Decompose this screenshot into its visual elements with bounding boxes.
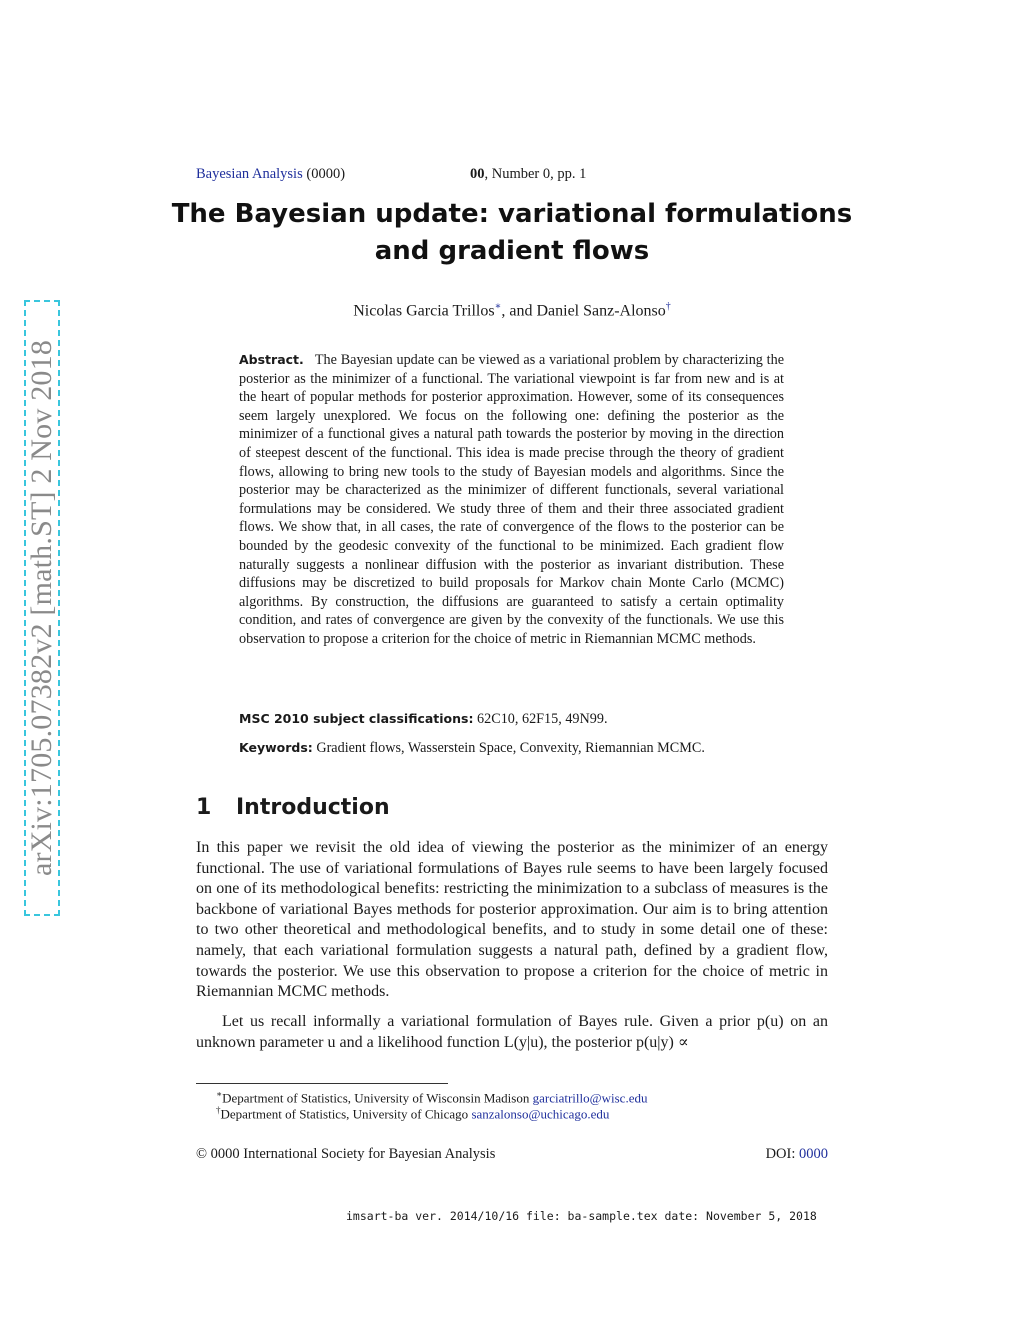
author-names-2: , and Daniel Sanz-Alonso — [501, 302, 666, 320]
footnote-1-email-link[interactable]: garciatrillo@wisc.edu — [532, 1090, 648, 1106]
doi-label: DOI: — [765, 1146, 799, 1162]
keywords-value: Gradient flows, Wasserstein Space, Convexity, Riemannian MCMC. — [316, 740, 705, 756]
footnote-2 — [216, 1105, 609, 1122]
footnote-mark-2[interactable]: † — [665, 301, 671, 312]
msc-classification — [239, 711, 784, 728]
body-paragraph-1: In this paper we revisit the old idea of viewing the posterior as the minimizer of an energy functional. The use of variational formulations of Bayes rule seems to have been largely focused on one of its methodological benefits: restricting the minimization to a subclass of measures is the backbone of variational Bayes methods for posterior approximation. Our aim is to bring attention to two other theoretical and methodological benefits, and to study in some detail one of these: namely, that each variational formulation suggests a natural path, defined by a gradient flow, towards the posterior. We use this observation to propose a criterion for the choice of metric in Riemannian MCMC methods. — [196, 839, 828, 1001]
doi-link[interactable]: 0000 — [799, 1146, 828, 1162]
body-paragraph-2: Let us recall informally a variational formulation of Bayes rule. Given a prior p(u) on an unknown parameter u and a likelihood function L(y|u), the posterior p(u|y) ∝ — [196, 1013, 828, 1051]
keywords — [239, 740, 784, 757]
issue-pages: , Number 0, pp. 1 — [484, 166, 587, 182]
paper-title — [150, 196, 874, 270]
section-number: 1 — [196, 795, 212, 820]
author-names-1: Nicolas Garcia Trillos — [353, 302, 495, 320]
msc-value: 62C10, 62F15, 49N99. — [477, 711, 608, 727]
running-header-issue — [470, 166, 586, 183]
arxiv-stamp[interactable] — [24, 300, 60, 916]
keywords-label: Keywords: — [239, 740, 313, 755]
title-line-1: The Bayesian update: variational formulations — [171, 199, 853, 229]
copyright-notice: © 0000 International Society for Bayesian Analysis — [196, 1146, 496, 1162]
section-title: Introduction — [236, 795, 390, 820]
doi — [700, 1146, 828, 1163]
abstract-text: The Bayesian update can be viewed as a variational problem by characterizing the posterior as the minimizer of a functional. The variational viewpoint is far from new and is at the heart of popular methods for posterior approximation. However, some of its consequences seem largely unexplored. We focus on the following one: defining the posterior as the minimizer of a functional gives a natural path towards the posterior by moving in the direction of steepest descent of the functional. This idea is made precise through the theory of gradient flows, allowing to bring new tools to the study of Bayesian models and algorithms. Since the posterior may be characterized as the minimizer of different functionals, several variational formulations may be considered. We study three of them and their three associated gradient flows. We show that, in all cases, the rate of convergence of the flows to the posterior can be bounded by the geodesic convexity of the functional to be minimized. Each gradient flow naturally suggests a nonlinear diffusion with the posterior as invariant distribution. These diffusions may be discretized to build proposals for Markov chain Monte Carlo (MCMC) algorithms. By construction, the diffusions are guaranteed to satisfy a certain optimality condition, and rates of convergence are given by the convexity of the functionals. We use this observation to propose a criterion for the choice of metric in Riemannian MCMC methods. — [239, 352, 784, 647]
title-line-2: and gradient flows — [374, 236, 650, 266]
abstract-label: Abstract. — [239, 352, 304, 367]
author-list — [196, 301, 828, 320]
footnote-1-mark: ∗ — [216, 1089, 223, 1099]
journal-year: (0000) — [306, 166, 346, 182]
running-header-journal — [196, 166, 345, 183]
footnote-2-mark: † — [216, 1105, 221, 1115]
file-stamp: imsart-ba ver. 2014/10/16 file: ba-sample.tex date: November 5, 2018 — [346, 1209, 817, 1223]
abstract — [239, 351, 784, 649]
footnote-2-email-link[interactable]: sanzalonso@uchicago.edu — [471, 1106, 610, 1122]
footnote-mark-1[interactable]: ∗ — [494, 301, 502, 312]
footnote-rule — [196, 1083, 448, 1084]
journal-link[interactable]: Bayesian Analysis — [196, 166, 303, 182]
footnote-2-text: Department of Statistics, University of Chicago — [220, 1106, 472, 1122]
msc-label: MSC 2010 subject classifications: — [239, 711, 474, 726]
footnote-1 — [216, 1089, 647, 1106]
footnote-1-text: Department of Statistics, University of Wisconsin Madison — [222, 1090, 533, 1106]
volume-number: 00 — [470, 166, 485, 182]
arxiv-identifier: arXiv:1705.07382v2 [math.ST] 2 Nov 2018 — [25, 339, 58, 877]
